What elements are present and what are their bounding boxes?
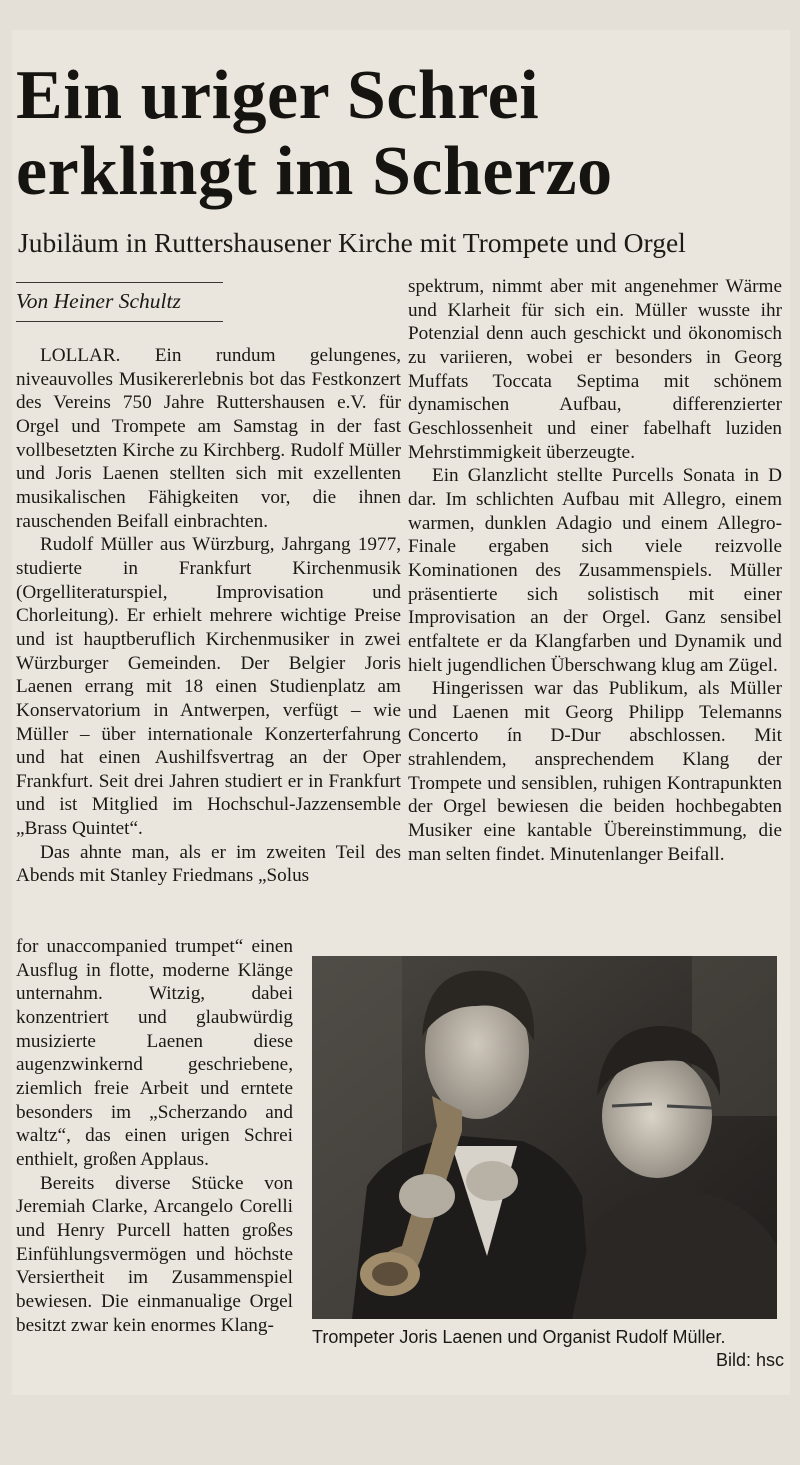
concert-photo bbox=[312, 956, 777, 1319]
byline: Von Heiner Schultz bbox=[16, 289, 181, 313]
paragraph-intro: LOLLAR. Ein rundum gelungenes, niveauvolles Musikererlebnis bot das Festkonzert des Vereins 750 Jahre Ruttershausen e.V. für Orgel und Trompete am Samstag in der fast vollbesetzten Kirche zu Kirchberg. Rudolf Müller und Joris Laenen stellten sich mit exzellenten musikalischen Fähigkeiten vor, die ihnen rauschenden Beifall einbrachten. bbox=[16, 345, 401, 532]
byline-rule-top bbox=[16, 282, 223, 283]
headline-line-2: erklingt im Scherzo bbox=[16, 133, 613, 210]
photo-caption: Trompeter Joris Laenen und Organist Rudolf Müller. bbox=[312, 1327, 726, 1347]
article-column-1-narrow bbox=[16, 935, 293, 1337]
article-column-1 bbox=[16, 344, 401, 888]
paragraph-organ: spektrum, nimmt aber mit angenehmer Wärme und Klarheit für sich ein. Müller wusste ihr Potenzial denn auch geschickt und ökonomisch zu variieren, wobei er besonders in Georg Muffats Toccata Septima mit schönem dynamischen Aufbau, differenzierter Geschlossenheit und einer fabelhaft luziden Mehrstimmigkeit überzeugte. bbox=[408, 276, 782, 463]
byline-rule-bottom bbox=[16, 321, 223, 322]
paragraph-telemann: Hingerissen war das Publikum, als Müller und Laenen mit Georg Philipp Telemanns Concerto ín D-Dur abschlossen. Mit strahlendem, ansprechendem Klang der Trompete und sensiblen, ruhigen Kontrapunkten der Orgel bewiesen die beiden hochbegabten Musiker eine kantable Übereinstimmung, die man selten findet. Minutenlanger Beifall. bbox=[408, 678, 782, 865]
paragraph-mueller: Rudolf Müller aus Würzburg, Jahrgang 1977, studierte in Frankfurt Kirchenmusik (Orgelliteraturspiel, Improvisation und Chorleitung). Er erhielt mehrere wichtige Preise und ist hauptberuflich Kirchenmusiker in zwei Würzburger Gemeinden. Der Belgier Joris Laenen errang mit 18 einen Studienplatz am Konservatorium in Antwerpen, verfügt – wie Müller – über internationale Konzerterfahrung und hat einen Aushilfsvertrag an der Oper Frankfurt. Seit drei Jahren studiert er in Frankfurt und ist Mitglied im Hochschul-Jazzensemble „Brass Quintet“. bbox=[16, 534, 401, 840]
article-column-2 bbox=[408, 275, 782, 866]
photo-credit: Bild: hsc bbox=[715, 1350, 784, 1370]
subheadline: Jubiläum in Ruttershausener Kirche mit Trompete und Orgel bbox=[18, 227, 686, 258]
musicians-photo-graphic bbox=[312, 956, 777, 1319]
paragraph-solus-start: Das ahnte man, als er im zweiten Teil des Abends mit Stanley Friedmans „Solus bbox=[16, 841, 401, 887]
photo-caption-block bbox=[312, 1326, 784, 1372]
paragraph-repertoire: Bereits diverse Stücke von Jeremiah Clarke, Arcangelo Corelli und Henry Purcell hatten großes Einfühlungsvermögen und höchste Versiertheit im Zusammenspiel bewiesen. Die einmanualige Orgel besitzt zwar kein enormes Klang- bbox=[16, 1172, 293, 1336]
headline bbox=[16, 58, 786, 210]
paragraph-purcell: Ein Glanzlicht stellte Purcells Sonata in D dar. Im schlichten Aufbau mit Allegro, einem warmen, dunklen Adagio und einem Allegro-Finale ergaben sich viele reizvolle Kominationen des Zusammenspiels. Müller präsentierte sich solistisch mit einer Improvisation an der Orgel. Ganz sensibel entfaltete er da Klangfarben und Dynamik und hielt jugendlichen Überschwang klug am Zügel. bbox=[408, 465, 782, 676]
paragraph-solus-rest: for unaccompanied trumpet“ einen Ausflug in flotte, moderne Klänge unternahm. Witzig, dabei konzentriert und glaubwürdig musizierte Laenen diese augenzwinkernd geschriebene, ziemlich freie Arbeit und erntete besonders im „Scherzando and waltz“, das einen urigen Schrei enthielt, großen Applaus. bbox=[16, 936, 293, 1170]
headline-line-1: Ein uriger Schrei bbox=[16, 57, 540, 134]
